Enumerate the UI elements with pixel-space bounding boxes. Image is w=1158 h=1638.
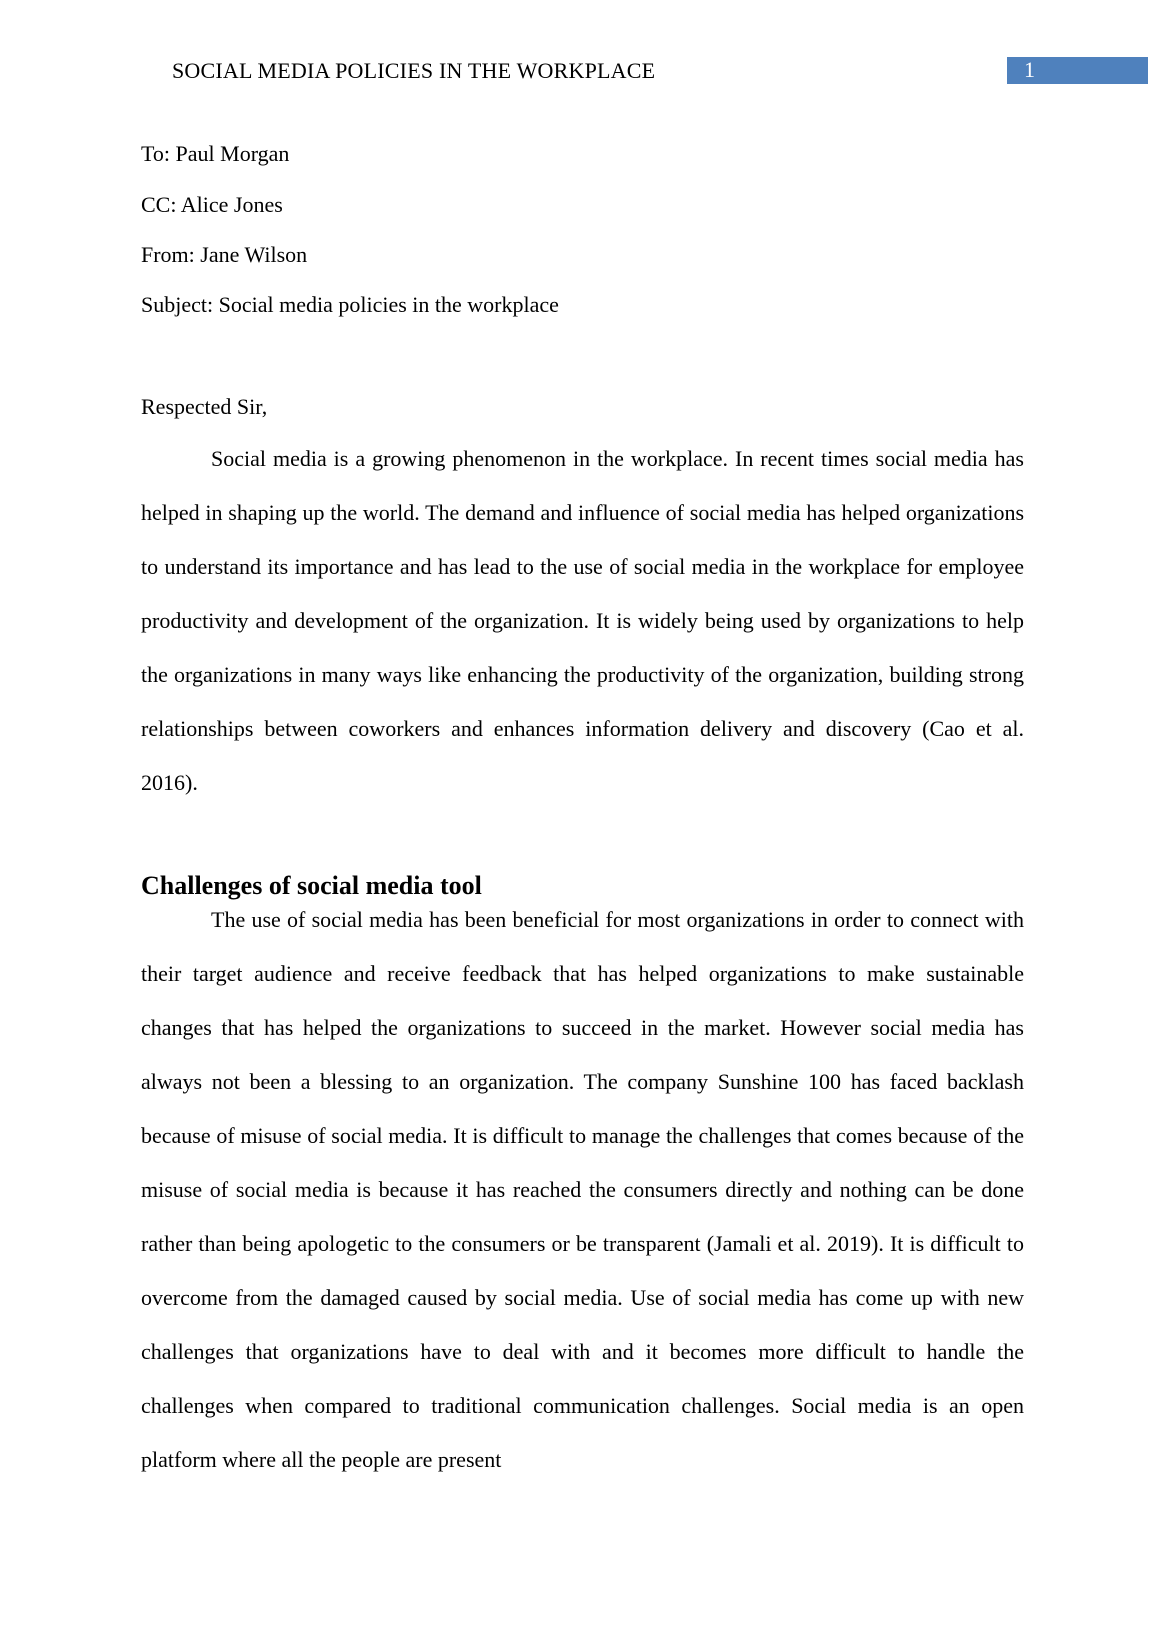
memo-subject-line: Subject: Social media policies in the workplace bbox=[141, 292, 559, 317]
salutation: Respected Sir, bbox=[141, 394, 268, 419]
running-head: SOCIAL MEDIA POLICIES IN THE WORKPLACE bbox=[172, 58, 656, 83]
memo-to-line: To: Paul Morgan bbox=[141, 141, 290, 166]
challenges-paragraph: The use of social media has been beneficial for most organizations in order to connect with their target audience and receive feedback that has helped organizations to make sustainable changes that has helped the organizations to succeed in the market. However social media has always not been a blessing to an organization. The company Sunshine 100 has faced backlash because of misuse of social media. It is difficult to manage the challenges that comes because of the misuse of social media is because it has reached the consumers directly and nothing can be done rather than being apologetic to the consumers or be transparent (Jamali et al. 2019). It is difficult to overcome from the damaged caused by social media. Use of social media has come up with new challenges that organizations have to deal with and it becomes more difficult to handle the challenges when compared to traditional communication challenges. Social media is an open platform where all the people are present bbox=[141, 907, 1024, 1472]
page-number-badge bbox=[1007, 57, 1148, 84]
section-heading: Challenges of social media tool bbox=[141, 871, 482, 900]
page-number: 1 bbox=[1024, 57, 1035, 82]
intro-paragraph: Social media is a growing phenomenon in the workplace. In recent times social media has helped in shaping up the world. The demand and influence of social media has helped organizations to understand its importance and has lead to the use of social media in the workplace for employee productivity and development of the organization. It is widely being used by organizations to help the organizations in many ways like enhancing the productivity of the organization, building strong relationships between coworkers and enhances information delivery and discovery (Cao et al. 2016). bbox=[141, 446, 1024, 795]
memo-from-line: From: Jane Wilson bbox=[141, 242, 308, 267]
memo-cc-line: CC: Alice Jones bbox=[141, 192, 283, 217]
